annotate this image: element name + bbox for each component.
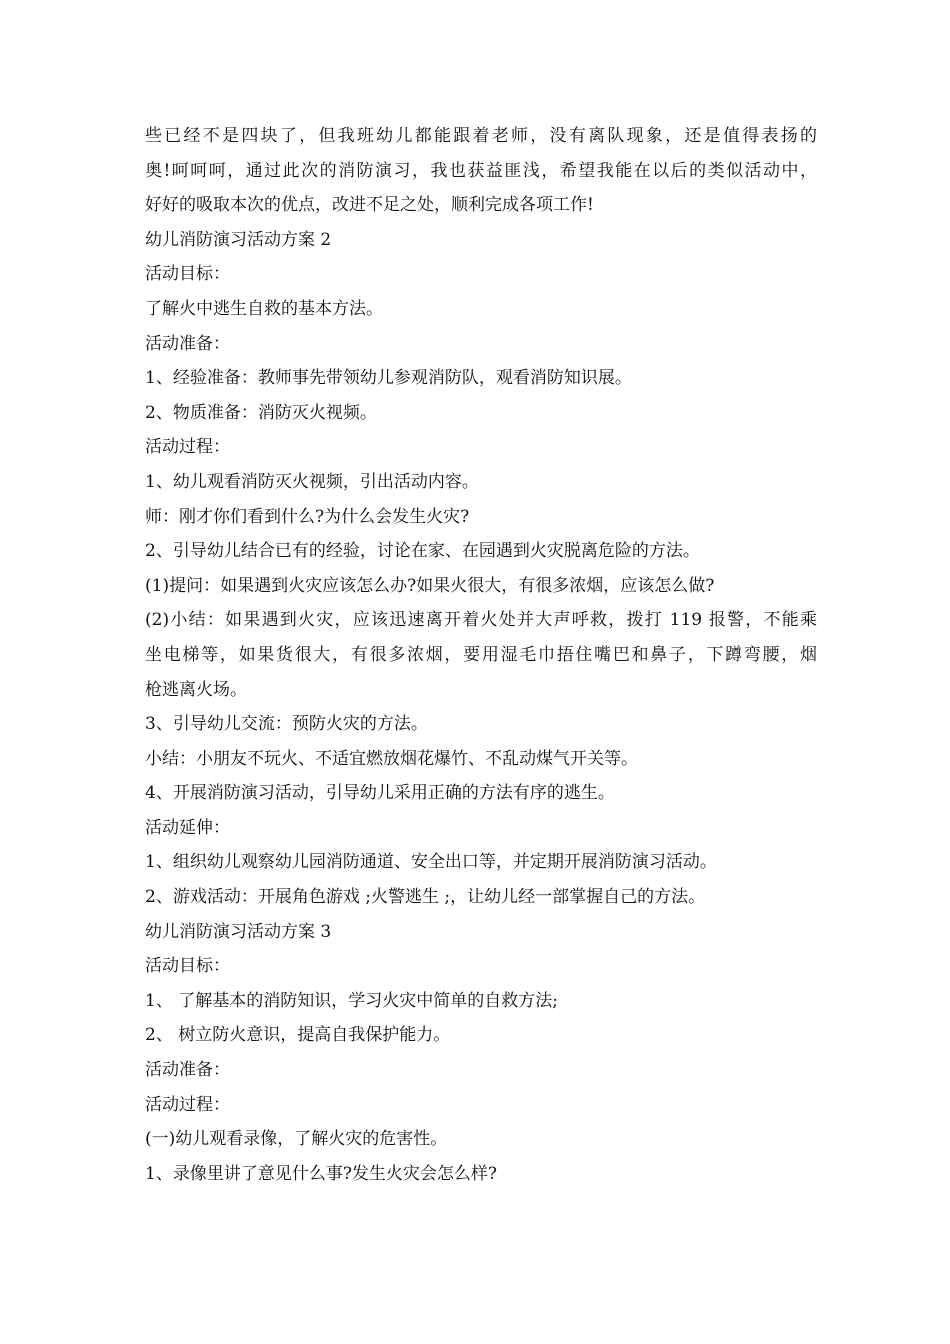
list-item: (一)幼儿观看录像，了解火灾的危害性。 bbox=[145, 1129, 448, 1150]
paragraph-line: 奥!呵呵呵，通过此次的消防演习，我也获益匪浅，希望我能在以后的类似活动中， bbox=[145, 160, 817, 181]
subheading-extension: 活动延伸： bbox=[145, 817, 230, 838]
list-item: (2)小结：如果遇到火灾，应该迅速离开着火处并大声呼救，拨打 119 报警，不能乘 bbox=[145, 610, 817, 631]
list-item: 1、 了解基本的消防知识，学习火灾中简单的自救方法; bbox=[145, 990, 558, 1011]
section-heading: 幼儿消防演习活动方案 3 bbox=[145, 921, 332, 942]
list-item: 2、 树立防火意识，提高自我保护能力。 bbox=[145, 1025, 451, 1046]
subheading-goal: 活动目标： bbox=[145, 264, 230, 285]
paragraph-line: 了解火中逃生自救的基本方法。 bbox=[145, 298, 383, 319]
subheading-preparation: 活动准备： bbox=[145, 1060, 230, 1081]
paragraph-line: 好好的吸取本次的优点，改进不足之处，顺利完成各项工作! bbox=[145, 195, 594, 216]
list-item: 4、开展消防演习活动，引导幼儿采用正确的方法有序的逃生。 bbox=[145, 783, 615, 804]
subheading-preparation: 活动准备： bbox=[145, 333, 230, 354]
list-item: 1、经验准备：教师事先带领幼儿参观消防队，观看消防知识展。 bbox=[145, 368, 632, 389]
subheading-goal: 活动目标： bbox=[145, 956, 230, 977]
list-item: 2、物质准备：消防灭火视频。 bbox=[145, 402, 377, 423]
list-item: 2、引导幼儿结合已有的经验，讨论在家、在园遇到火灾脱离危险的方法。 bbox=[145, 541, 700, 562]
list-item: 1、录像里讲了意见什么事?发生火灾会怎么样? bbox=[145, 1163, 498, 1184]
paragraph-line: 小结：小朋友不玩火、不适宜燃放烟花爆竹、不乱动煤气开关等。 bbox=[145, 748, 638, 769]
paragraph-line: 师：刚才你们看到什么?为什么会发生火灾? bbox=[145, 506, 470, 527]
list-item: (1)提问：如果遇到火灾应该怎么办?如果火很大，有很多浓烟，应该怎么做? bbox=[145, 575, 715, 596]
list-item: 1、幼儿观看消防灭火视频，引出活动内容。 bbox=[145, 471, 479, 492]
paragraph-line: 枪逃离火场。 bbox=[145, 679, 247, 700]
section-heading: 幼儿消防演习活动方案 2 bbox=[145, 229, 332, 250]
document-body bbox=[145, 119, 817, 1191]
paragraph-line: 坐电梯等，如果货很大，有很多浓烟，要用湿毛巾捂住嘴巴和鼻子，下蹲弯腰，烟 bbox=[145, 644, 817, 665]
list-item: 3、引导幼儿交流：预防火灾的方法。 bbox=[145, 714, 428, 735]
paragraph-line: 些已经不是四块了，但我班幼儿都能跟着老师，没有离队现象，还是值得表扬的 bbox=[145, 126, 817, 146]
list-item: 1、组织幼儿观察幼儿园消防通道、安全出口等，并定期开展消防演习活动。 bbox=[145, 852, 717, 873]
subheading-process: 活动过程： bbox=[145, 1094, 230, 1115]
subheading-process: 活动过程： bbox=[145, 437, 230, 458]
list-item: 2、游戏活动：开展角色游戏 ;火警逃生 ;，让幼儿经一部掌握自己的方法。 bbox=[145, 887, 706, 908]
